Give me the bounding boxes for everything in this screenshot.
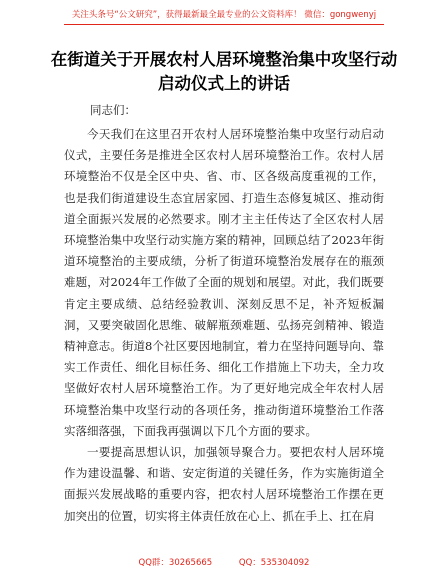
paragraph: 今天我们在这里召开农村人居环境整治集中攻坚行动启动仪式，主要任务是推进全区农村人居环境整治工作。农村人居环境整治不仅是全区中央、省、市、区各级高度重视的工作，也是我们街道建设生态宜居家园、打造生态修复城区、推动街道全面振兴发展的必然要求。刚才主主任传达了全区农村人居环境整治集中攻坚行动实施方案的精神，回顾总结了2023年街道环境整治的主要成绩，分析了街道环境整治发展存在的瓶颈难题，对2024年工作做了全面的规划和展望。对此，我们既要肯定主要成绩、总结经验教训、深刻反思不足，补齐短板漏洞，又要突破固化思维、破解瓶颈难题、弘扬亮剑精神、锻造精神意志。街道8个社区要因地制宜，着力在坚持问题导向、靠实工作责任、细化目标任务、细化工作措施上下功夫，全力攻坚做好农村人居环境整治工作。为了更好地完成全年农村人居环境整治集中攻坚行动的各项任务，推动街道环境整治工作落实落细落强，下面我再强调以下几个方面的要求。 (64, 127, 384, 438)
footer (0, 556, 448, 568)
footer-qq: QQ：535304092 (238, 558, 310, 568)
paragraph: 一要提高思想认识，加强领导聚合力。要把农村人居环境作为建设温馨、和谐、安定街道的关键任务，作为实施街道全面振兴发展战略的重要内容，把农村人居环境整治工作摆在更加突出的位置，切实将主体责任放在心上、抓在手上、扛在肩 (64, 445, 384, 523)
header-banner: 关注头条号“公文研究”，获得最新最全最专业的公文资料库！ 微信：gongwenyj (71, 10, 377, 20)
footer-qq-group: QQ群：30265665 (138, 558, 213, 568)
header-divider (64, 24, 384, 25)
body-text (64, 124, 384, 527)
page-title: 在街道关于开展农村人居环境整治集中攻坚行动启动仪式上的讲话 (50, 50, 398, 93)
greeting: 同志们： (90, 103, 136, 117)
